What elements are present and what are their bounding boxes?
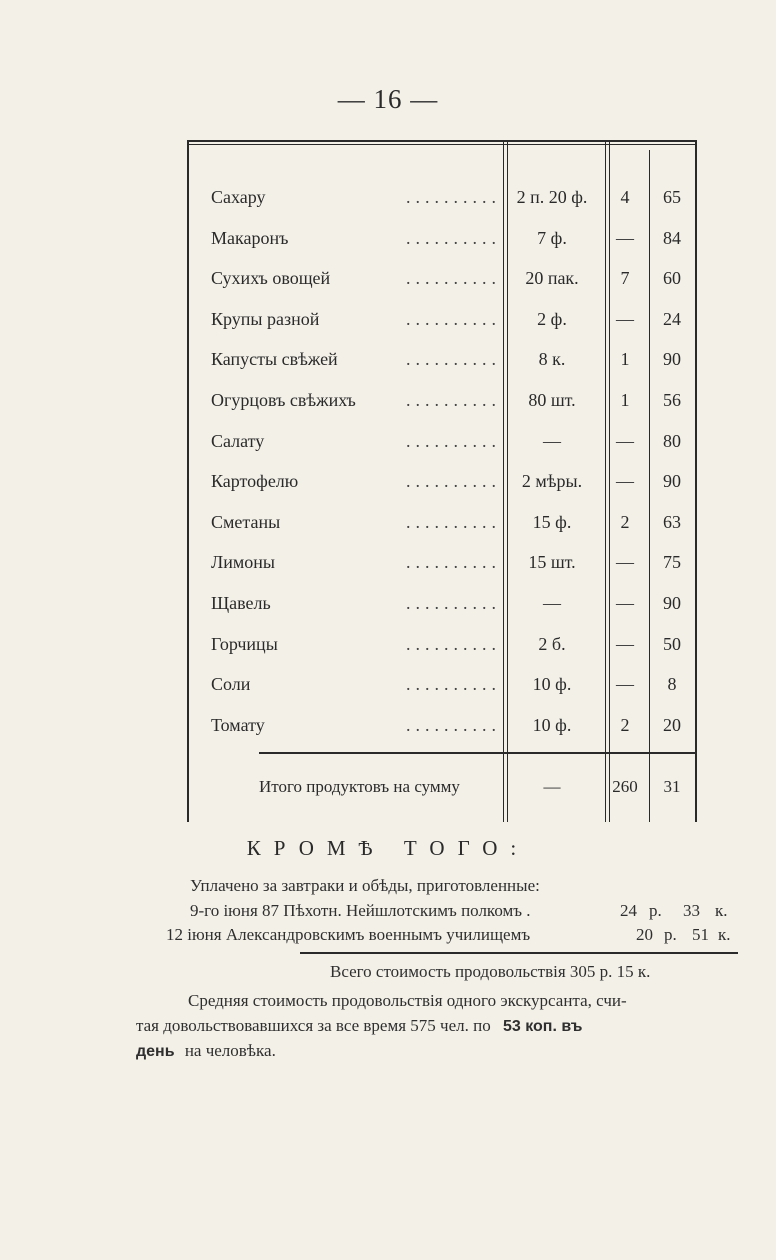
item-kop: 90 (663, 471, 681, 492)
item-name-label: Крупы разной (211, 309, 323, 329)
item-qty: 80 шт. (528, 390, 576, 410)
item-name-label: Горчицы (211, 634, 282, 654)
table-row (187, 385, 697, 415)
paid-line-1-rub-unit: р. (649, 901, 662, 920)
leader-dots: .......... (406, 227, 501, 248)
item-name (211, 710, 501, 740)
item-rub: 7 (620, 268, 630, 289)
item-qty: 10 ф. (532, 674, 572, 695)
item-kop: 50 (663, 633, 681, 654)
page-number: — 16 — (337, 84, 439, 114)
grand-total-rule (300, 952, 738, 954)
item-rub: 2 (620, 714, 630, 735)
item-kop: 60 (663, 268, 681, 289)
item-qty: 8 к. (538, 349, 566, 370)
leader-dots: .......... (406, 511, 501, 532)
table-row (187, 669, 697, 699)
item-name (211, 466, 501, 496)
table-row (187, 223, 697, 253)
item-name-label: Макаронъ (211, 228, 292, 248)
item-kop: 75 (663, 552, 681, 573)
item-rub: 2 (620, 511, 630, 532)
table-top-rule (187, 140, 697, 142)
item-name (211, 629, 501, 659)
leader-dots: .......... (406, 430, 501, 451)
item-qty: 15 ф. (532, 511, 572, 532)
total-qty: — (543, 777, 561, 796)
item-name (211, 385, 501, 415)
total-separator (259, 752, 697, 754)
leader-dots: .......... (406, 674, 501, 695)
grand-total: Всего стоимость продовольствія 305 р. 15 к. (330, 962, 651, 981)
paid-line-2-rub: 20 (636, 925, 653, 944)
item-rub: — (616, 633, 634, 654)
paid-line-1 (190, 901, 728, 921)
avg-line-3-bold: день (136, 1043, 175, 1060)
item-kop: 24 (663, 308, 681, 329)
item-name (211, 426, 501, 456)
item-qty: 7 ф. (537, 227, 567, 248)
item-rub: 4 (620, 187, 630, 207)
item-name-label: Салату (211, 431, 268, 451)
avg-line-2-bold: 53 коп. въ (502, 1018, 583, 1035)
item-name-label: Сухихъ овощей (211, 268, 334, 288)
item-kop: 90 (663, 593, 681, 613)
paid-line-2-kop-unit: к. (718, 925, 731, 944)
item-qty: — (543, 430, 561, 451)
item-rub: — (616, 674, 634, 695)
item-qty: 10 ф. (532, 714, 572, 735)
leader-dots: .......... (406, 552, 501, 573)
item-qty: 2 мѣры. (521, 471, 583, 492)
item-kop: 84 (663, 227, 681, 248)
table-top-rule-thin (187, 144, 697, 145)
leader-dots: .......... (406, 633, 501, 654)
item-name (211, 182, 501, 212)
item-kop: 56 (663, 390, 681, 410)
item-name (211, 304, 501, 334)
item-name-label: Огурцовъ свѣжихъ (211, 390, 360, 410)
item-name-label: Томату (211, 715, 269, 735)
item-name (211, 588, 501, 618)
table-row (187, 344, 697, 374)
item-name-label: Капусты свѣжей (211, 349, 342, 369)
item-rub: 1 (620, 390, 630, 410)
avg-line-2 (136, 1016, 582, 1036)
paid-line-1-rub: 24 (620, 901, 637, 920)
item-qty: — (543, 593, 561, 613)
item-name-label: Сахару (211, 187, 270, 207)
table-row (187, 629, 697, 659)
paid-line-2-rub-unit: р. (664, 925, 677, 944)
item-name (211, 547, 501, 577)
paid-line-1-kop-unit: к. (715, 901, 728, 920)
item-name-label: Щавель (211, 593, 275, 613)
item-rub: — (616, 552, 634, 573)
item-name-label: Картофелю (211, 471, 302, 491)
item-name-label: Лимоны (211, 552, 279, 572)
item-kop: 20 (663, 714, 681, 735)
item-rub: — (616, 593, 634, 613)
item-name-label: Сметаны (211, 512, 284, 532)
item-name (211, 507, 501, 537)
avg-line-3-text: на человѣка. (184, 1041, 276, 1060)
paid-line-1-text: 9-го іюня 87 Пѣхотн. Нейшлотскимъ полкомъ . (190, 901, 531, 920)
item-qty: 20 пак. (525, 268, 579, 289)
item-rub: — (616, 308, 634, 329)
item-rub: — (616, 430, 634, 451)
avg-line-1: Средняя стоимость продовольствія одного экскурсанта, счи- (188, 991, 627, 1010)
section-heading: КРОМѢ ТОГО: (246, 836, 530, 860)
item-rub: 1 (620, 349, 630, 370)
item-name (211, 669, 501, 699)
item-kop: 65 (663, 187, 681, 207)
paid-line-1-kop: 33 (683, 901, 700, 920)
paid-intro: Уплачено за завтраки и обѣды, приготовленные: (190, 876, 540, 895)
paid-line-2 (166, 925, 731, 945)
item-name (211, 263, 501, 293)
table-row (187, 304, 697, 334)
table-row (187, 547, 697, 577)
leader-dots: .......... (406, 714, 501, 735)
item-name-label: Соли (211, 674, 254, 694)
table-row (187, 507, 697, 537)
table-row (187, 263, 697, 293)
table-row (187, 466, 697, 496)
total-kop: 31 (663, 777, 681, 796)
provisions-table (187, 140, 697, 822)
avg-line-3 (136, 1041, 276, 1061)
item-kop: 63 (663, 511, 681, 532)
item-qty: 2 б. (538, 633, 566, 654)
item-kop: 90 (663, 349, 681, 370)
table-row (187, 182, 697, 212)
leader-dots: .......... (406, 308, 501, 329)
item-qty: 2 ф. (537, 308, 567, 329)
item-qty: 2 п. 20 ф. (516, 187, 588, 207)
item-name (211, 344, 501, 374)
leader-dots: .......... (406, 349, 501, 370)
table-row (187, 710, 697, 740)
paid-line-2-kop: 51 (692, 925, 709, 944)
item-name (211, 223, 501, 253)
leader-dots: .......... (406, 187, 501, 207)
item-kop: 8 (667, 674, 677, 695)
table-row (187, 588, 697, 618)
leader-dots: .......... (406, 390, 501, 410)
total-rub: 260 (612, 777, 638, 796)
item-qty: 15 шт. (528, 552, 576, 573)
item-rub: — (616, 227, 634, 248)
paid-line-2-text: 12 іюня Александровскимъ военнымъ училищемъ (166, 925, 531, 944)
avg-line-2-text: тая довольствовавшихся за все время 575 чел. по (136, 1016, 491, 1035)
leader-dots: .......... (406, 268, 501, 289)
leader-dots: .......... (406, 593, 501, 613)
item-rub: — (616, 471, 634, 492)
total-row (187, 772, 697, 802)
item-kop: 80 (663, 430, 681, 451)
table-row (187, 426, 697, 456)
leader-dots: .......... (406, 471, 501, 492)
total-label: Итого продуктовъ на сумму (259, 777, 460, 796)
